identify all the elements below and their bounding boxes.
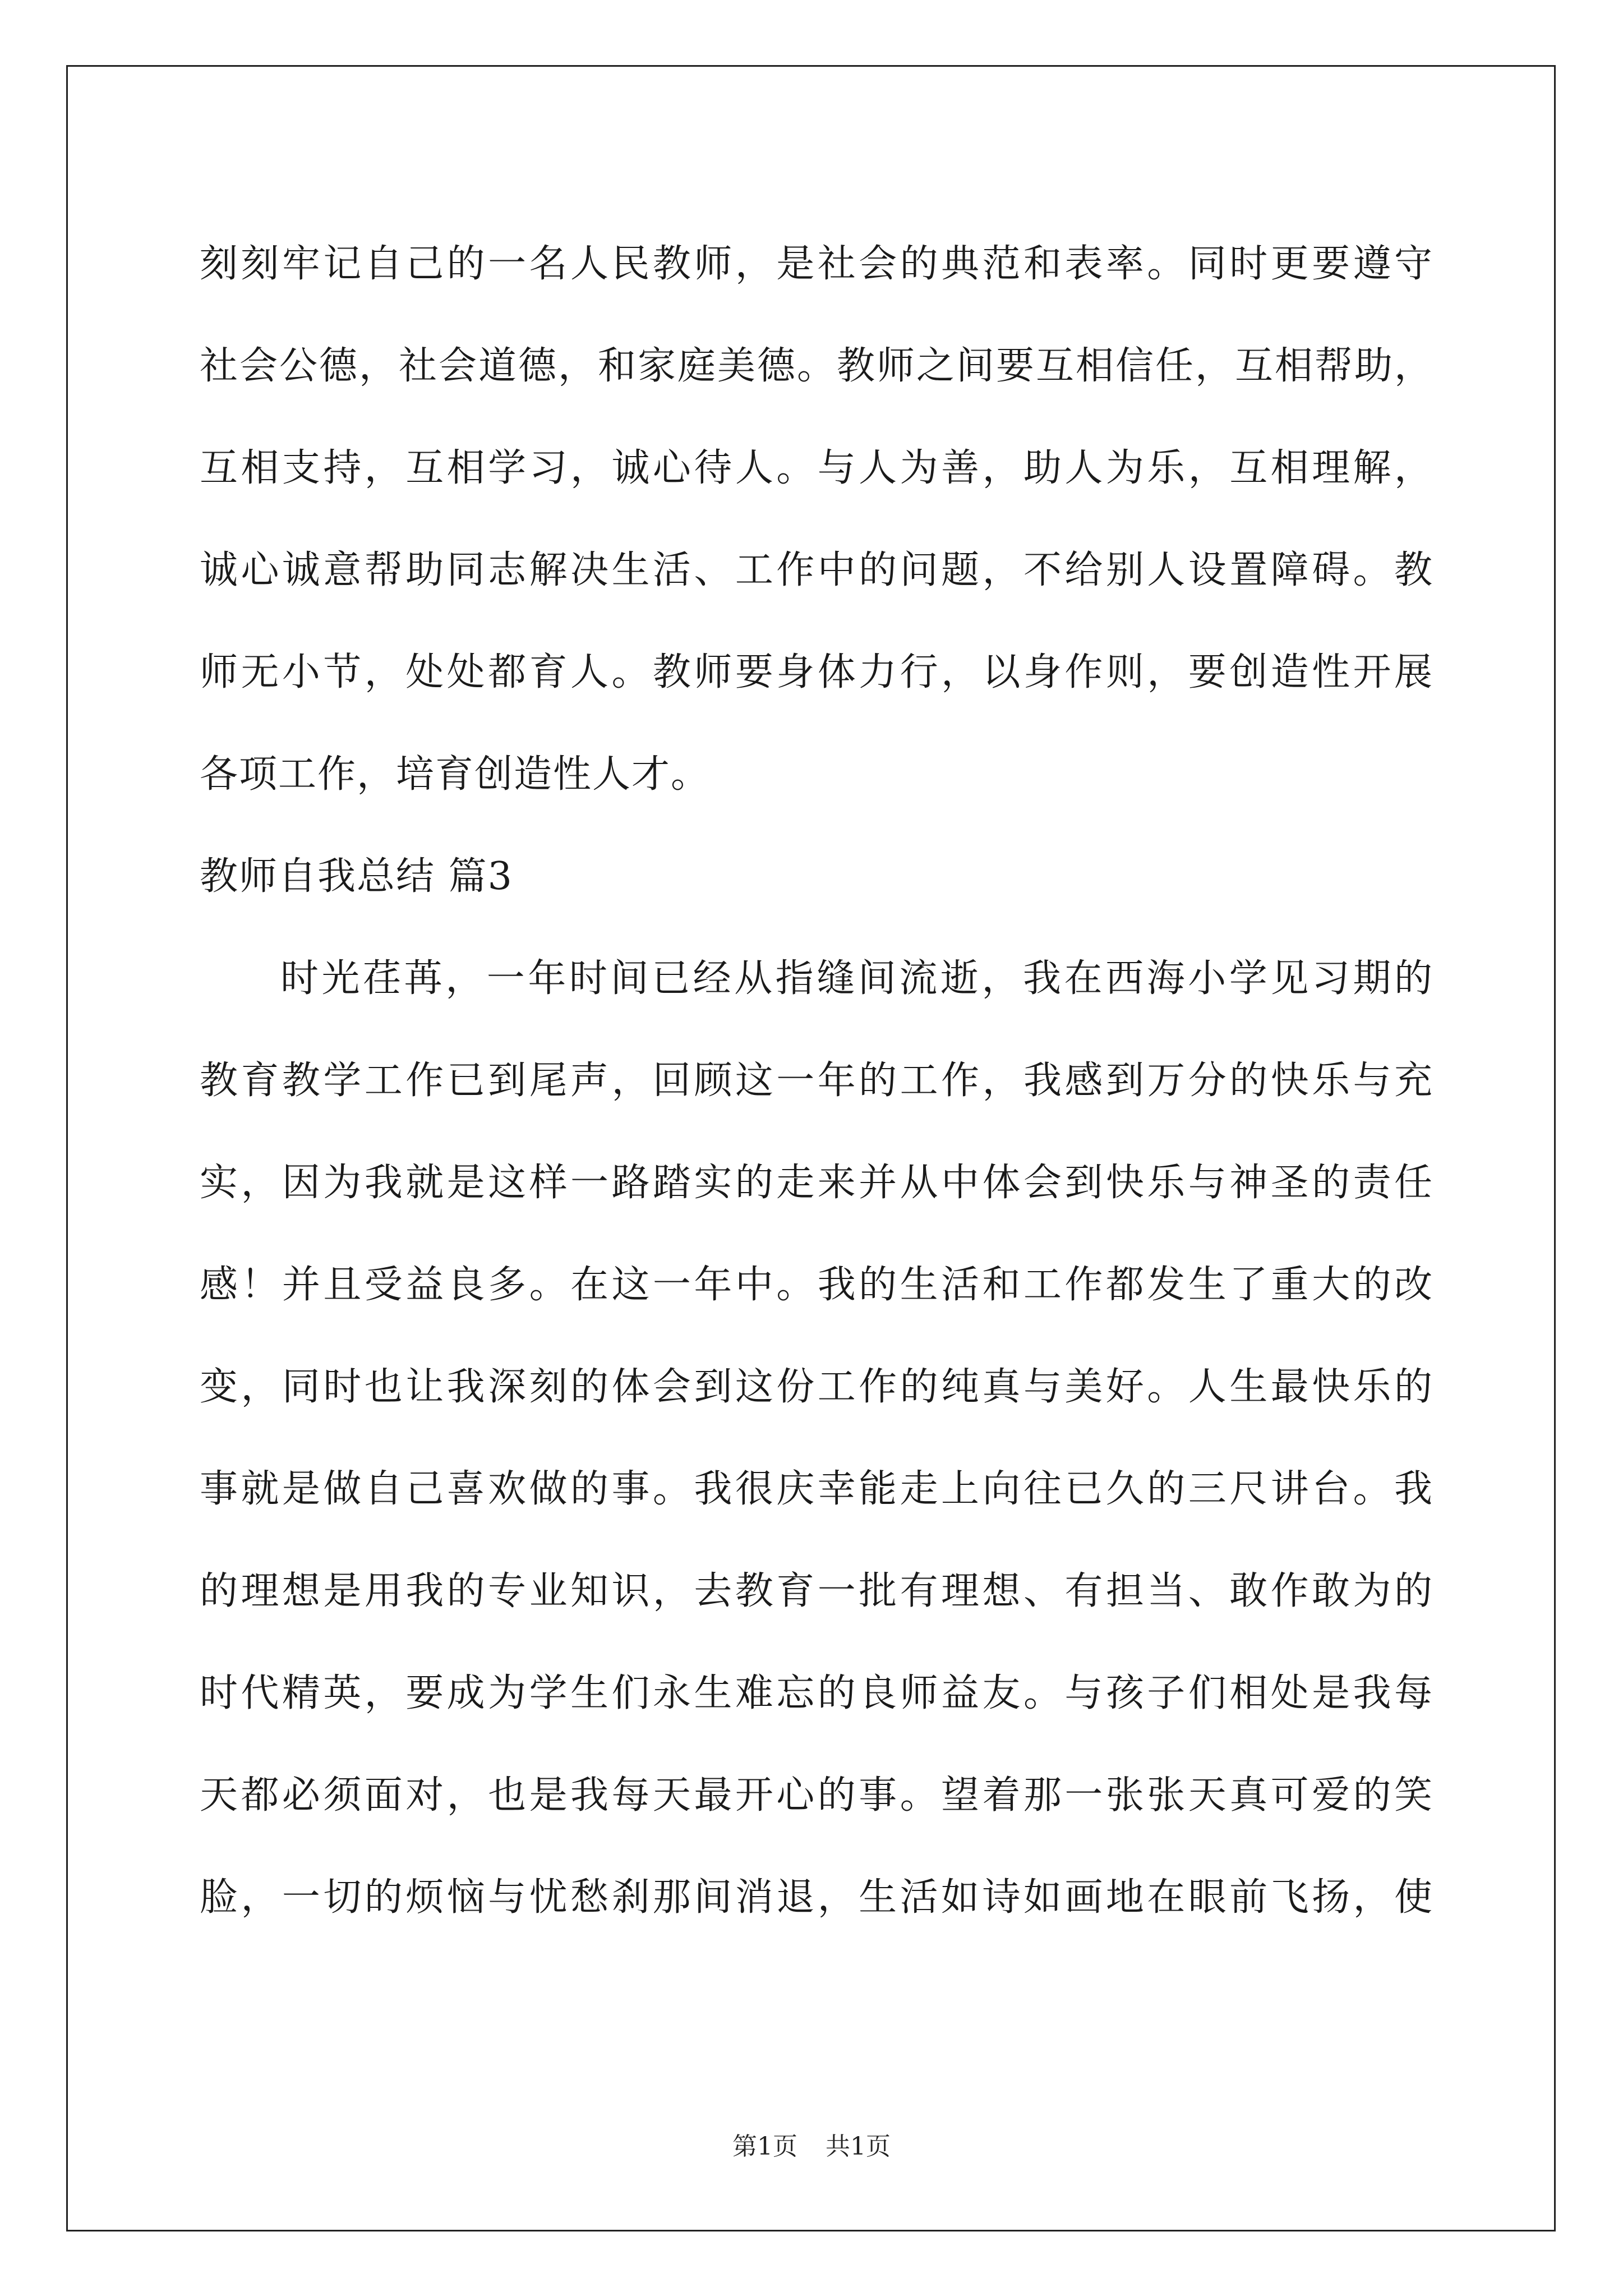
- section-heading: 教师自我总结 篇3: [200, 854, 513, 899]
- paragraph-line: 教育教学工作已到尾声，回顾这一年的工作，我感到万分的快乐与充: [200, 1059, 1433, 1103]
- page-total: 共1页: [826, 2132, 891, 2161]
- paragraph-line: 变，同时也让我深刻的体会到这份工作的纯真与美好。人生最快乐的: [200, 1365, 1433, 1409]
- paragraph-line: 天都必须面对，也是我每天最开心的事。望着那一张张天真可爱的笑: [200, 1773, 1433, 1818]
- page-number: 第1页: [732, 2132, 797, 2161]
- paragraph-line: 脸，一切的烦恼与忧愁刹那间消退，生活如诗如画地在眼前飞扬，使: [200, 1875, 1433, 1920]
- paragraph-line: 的理想是用我的专业知识，去教育一批有理想、有担当、敢作敢为的: [200, 1569, 1433, 1613]
- paragraph-line: 师无小节，处处都育人。教师要身体力行，以身作则，要创造性开展: [200, 650, 1433, 694]
- document-body: [200, 213, 1433, 1949]
- paragraph-line-first: 时光荏苒，一年时间已经从指缝间流逝，我在西海小学见习期的: [280, 956, 1433, 1001]
- page-footer: [0, 2126, 1623, 2162]
- paragraph-line: 事就是做自己喜欢做的事。我很庆幸能走上向往已久的三尺讲台。我: [200, 1467, 1433, 1511]
- paragraph-line: 互相支持，互相学习，诚心待人。与人为善，助人为乐，互相理解，: [200, 446, 1433, 490]
- paragraph-line: 时代精英，要成为学生们永生难忘的良师益友。与孩子们相处是我每: [200, 1671, 1433, 1715]
- paragraph-line-last: 各项工作，培育创造性人才。: [200, 752, 711, 797]
- paragraph-line: 刻刻牢记自己的一名人民教师，是社会的典范和表率。同时更要遵守: [200, 242, 1433, 286]
- paragraph-line: 感！并且受益良多。在这一年中。我的生活和工作都发生了重大的改: [200, 1263, 1433, 1307]
- paragraph-line: 诚心诚意帮助同志解决生活、工作中的问题，不给别人设置障碍。教: [200, 548, 1433, 592]
- paragraph-line: 实，因为我就是这样一路踏实的走来并从中体会到快乐与神圣的责任: [200, 1161, 1433, 1205]
- paragraph-line: 社会公德，社会道德，和家庭美德。教师之间要互相信任，互相帮助，: [200, 344, 1433, 388]
